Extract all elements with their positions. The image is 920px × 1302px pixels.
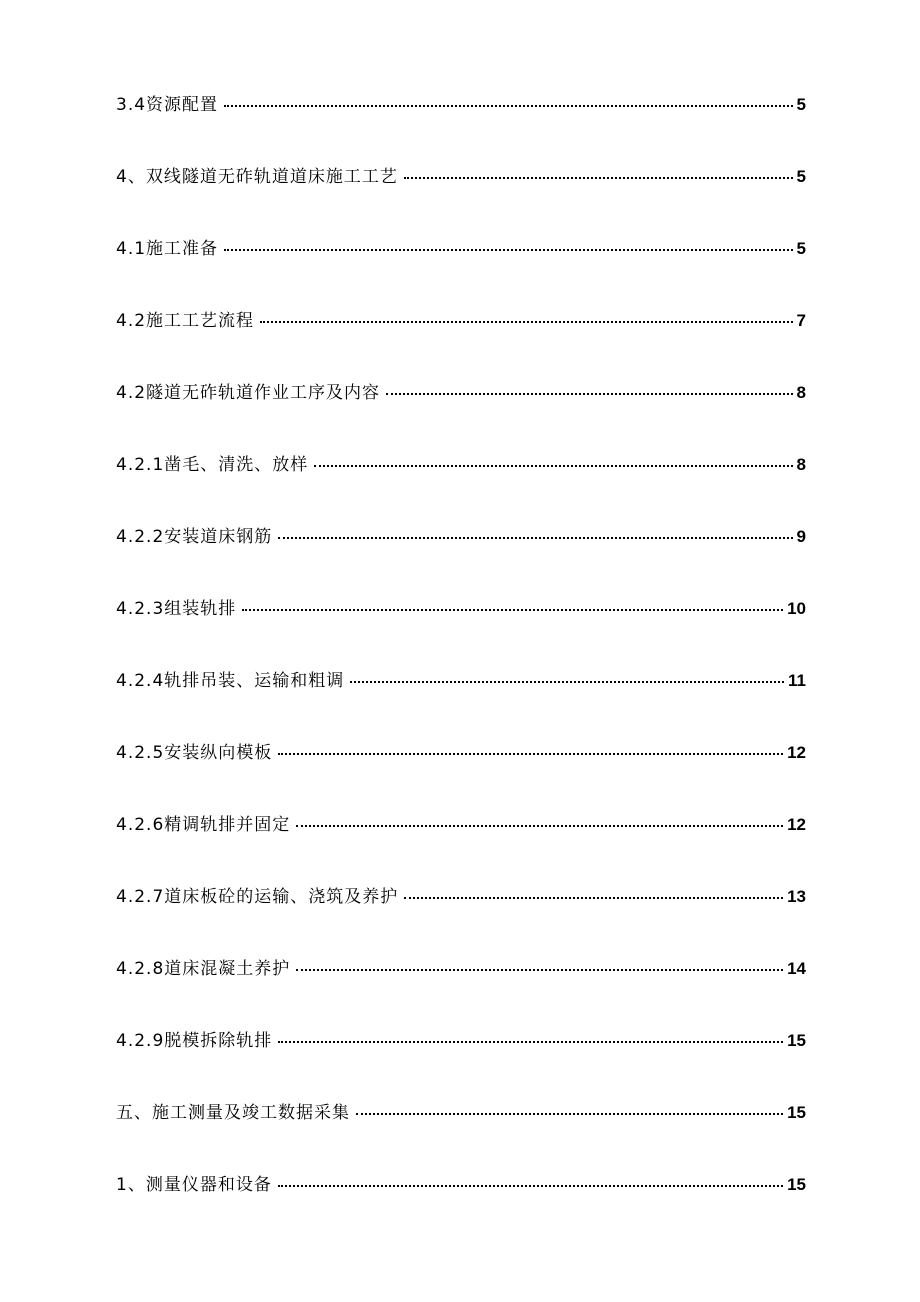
toc-entry-title: 4.2.6精调轨排并固定	[116, 815, 291, 835]
toc-dot-leader	[278, 1185, 783, 1187]
toc-entry[interactable]	[116, 456, 806, 474]
toc-entry-title: 4.2.9脱模拆除轨排	[116, 1031, 273, 1051]
toc-dot-leader	[404, 177, 793, 179]
toc-page-number: 12	[787, 815, 806, 834]
toc-entry-title: 1、测量仪器和设备	[116, 1175, 272, 1195]
toc-entry-title: 五、施工测量及竣工数据采集	[116, 1103, 350, 1123]
toc-dot-leader	[356, 1113, 783, 1115]
toc-entry-title: 4.2.4轨排吊装、运输和粗调	[116, 671, 345, 691]
toc-dot-leader	[350, 681, 784, 683]
toc-dot-leader	[386, 393, 792, 395]
toc-dot-leader	[296, 969, 783, 971]
toc-entry[interactable]	[116, 240, 806, 258]
toc-page-number: 5	[796, 95, 806, 114]
toc-entry-title: 4.2.1凿毛、清洗、放样	[116, 455, 309, 475]
toc-entry[interactable]	[116, 168, 806, 186]
toc-entry-title: 4.2.7道床板砼的运输、浇筑及养护	[116, 887, 399, 907]
toc-entry[interactable]	[116, 528, 806, 546]
toc-entry[interactable]	[116, 888, 806, 906]
toc-dot-leader	[404, 897, 783, 899]
toc-page-number: 12	[787, 743, 806, 762]
toc-entry[interactable]	[116, 816, 806, 834]
toc-entry-title: 4.2.3组装轨排	[116, 599, 237, 619]
toc-page-number: 15	[787, 1031, 806, 1050]
toc-entry-title: 4.2隧道无砟轨道作业工序及内容	[116, 383, 381, 403]
toc-entry[interactable]	[116, 744, 806, 762]
toc-page-number: 8	[796, 383, 806, 402]
toc-entry[interactable]	[116, 384, 806, 402]
toc-page-number: 5	[796, 239, 806, 258]
toc-entry-title: 3.4资源配置	[116, 95, 219, 115]
toc-entry[interactable]	[116, 600, 806, 618]
toc-dot-leader	[296, 825, 783, 827]
toc-dot-leader	[314, 465, 792, 467]
toc-page-number: 9	[796, 527, 806, 546]
toc-entry[interactable]	[116, 1176, 806, 1194]
toc-entry[interactable]	[116, 96, 806, 114]
toc-page-number: 14	[787, 959, 806, 978]
toc-entry-title: 4、双线隧道无砟轨道道床施工工艺	[116, 167, 398, 187]
toc-page-number: 8	[796, 455, 806, 474]
toc-entry[interactable]	[116, 672, 806, 690]
table-of-contents	[116, 96, 806, 1248]
toc-page-number: 15	[787, 1103, 806, 1122]
toc-page-number: 13	[787, 887, 806, 906]
toc-dot-leader	[260, 321, 792, 323]
toc-entry[interactable]	[116, 312, 806, 330]
toc-entry[interactable]	[116, 960, 806, 978]
toc-page-number: 11	[788, 671, 806, 690]
toc-entry-title: 4.1施工准备	[116, 239, 219, 259]
toc-page-number: 10	[787, 599, 806, 618]
toc-dot-leader	[224, 249, 792, 251]
toc-page-number: 15	[787, 1175, 806, 1194]
toc-dot-leader	[224, 105, 792, 107]
toc-entry-title: 4.2.5安装纵向模板	[116, 743, 273, 763]
toc-entry-title: 4.2.2安装道床钢筋	[116, 527, 273, 547]
toc-entry-title: 4.2施工工艺流程	[116, 311, 255, 331]
toc-dot-leader	[242, 609, 783, 611]
toc-dot-leader	[278, 1041, 783, 1043]
toc-page-number: 7	[796, 311, 806, 330]
toc-page-number: 5	[796, 167, 806, 186]
toc-entry[interactable]	[116, 1032, 806, 1050]
toc-dot-leader	[278, 753, 783, 755]
toc-entry[interactable]	[116, 1104, 806, 1122]
toc-dot-leader	[278, 537, 792, 539]
toc-entry-title: 4.2.8道床混凝土养护	[116, 959, 291, 979]
